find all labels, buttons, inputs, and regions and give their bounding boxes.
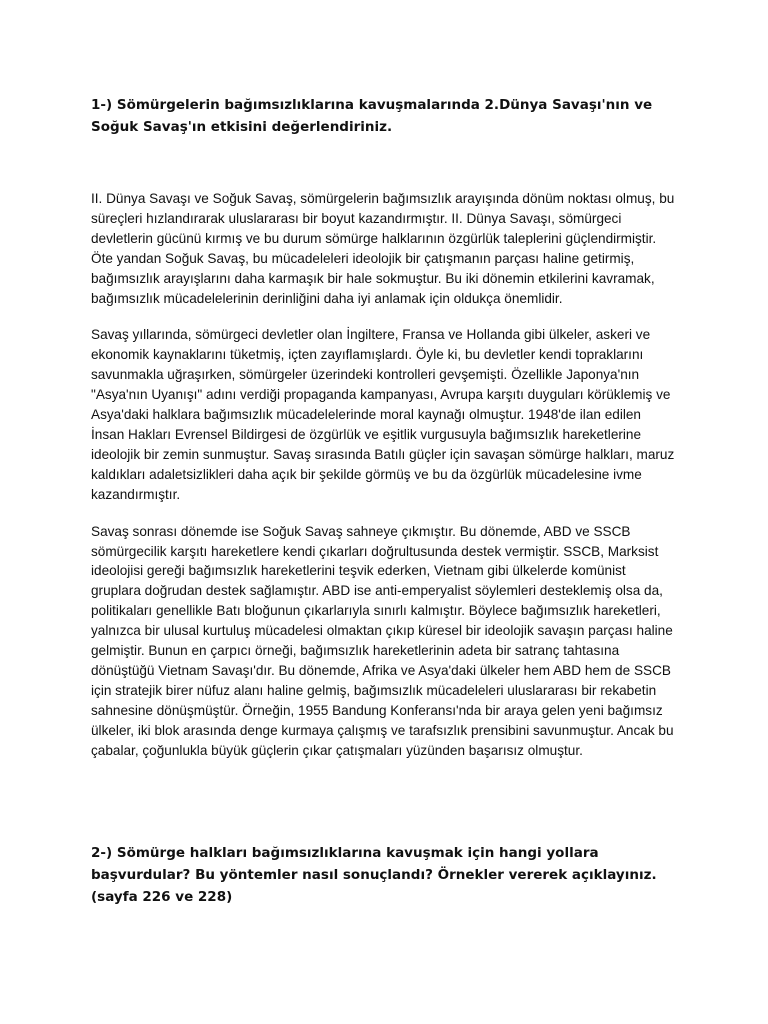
question-1-heading: 1-) Sömürgelerin bağımsızlıklarına kavuşmalarında 2.Dünya Savaşı'nın ve Soğuk Savaş'ın etkisini değerlendiriniz. — [91, 97, 653, 135]
answer-1-body — [91, 189, 676, 777]
question-2-heading: 2-) Sömürge halkları bağımsızlıklarına kavuşmak için hangi yollara başvurdular? Bu yöntemler nasıl sonuçlandı? Örnekler vererek açıklayınız. (sayfa 226 ve 228) — [91, 845, 657, 905]
answer-paragraph: II. Dünya Savaşı ve Soğuk Savaş, sömürgelerin bağımsızlık arayışında dönüm noktası olmuş, bu süreçleri hızlandırarak uluslararası bir boyut kazandırmıştır. II. Dünya Savaşı, sömürgeci devletlerin gücünü kırmış ve bu durum sömürge halklarının özgürlük taleplerini güçlendirmiştir. Öte yandan Soğuk Savaş, bu mücadeleleri ideolojik bir çatışmanın parçası haline getirmiş, bağımsızlık arayışlarını daha karmaşık bir hale sokmuştur. Bu iki dönemin etkilerini kavramak, bağımsızlık mücadelelerinin derinliğini daha iyi anlamak için oldukça önemlidir. — [91, 191, 675, 306]
answer-paragraph: Savaş sonrası dönemde ise Soğuk Savaş sahneye çıkmıştır. Bu dönemde, ABD ve SSCB sömürgecilik karşıtı hareketlere kendi çıkarları doğrultusunda destek vermiştir. SSCB, Marksist ideolojisi gereği bağımsızlık hareketlerini teşvik ederken, Vietnam gibi ülkelerde komünist gruplara doğrudan destek sağlamıştır. ABD ise anti-emperyalist söylemleri desteklemiş olsa da, politikaları genellikle Batı bloğunun çıkarlarıyla sınırlı kalmıştır. Böylece bağımsızlık hareketleri, yalnızca bir ulusal kurtuluş mücadelesi olmaktan çıkıp küresel bir ideolojik savaşın parçası haline gelmiştir. Bunun en çarpıcı örneği, bağımsızlık hareketlerinin adeta bir satranç tahtasına dönüştüğü Vietnam Savaşı'dır. Bu dönemde, Afrika ve Asya'daki ülkeler hem ABD hem de SSCB için stratejik birer nüfuz alanı haline gelmiş, bağımsızlık mücadeleleri uluslararası bir rekabetin sahnesine dönüşmüştür. Örneğin, 1955 Bandung Konferansı'nda bir araya gelen yeni bağımsız ülkeler, iki blok arasında denge kurmaya çalışmış ve tarafsızlık prensibini savunmuştur. Ancak bu çabalar, çoğunlukla büyük güçlerin çıkar çatışmaları yüzünden başarısız olmuştur. — [91, 523, 674, 758]
answer-paragraph: Savaş yıllarında, sömürgeci devletler olan İngiltere, Fransa ve Hollanda gibi ülkeler, askeri ve ekonomik kaynaklarını tüketmiş, içten zayıflamışlardı. Öyle ki, bu devletler kendi topraklarını savunmakla uğraşırken, sömürgeler üzerindeki kontrolleri gevşemişti. Özellikle Japonya'nın "Asya'nın Uyanışı" adını verdiği propaganda kampanyası, Avrupa karşıtı duyguları körüklemiş ve Asya'daki halklara bağımsızlık mücadelelerinde moral kaynağı olmuştur. 1948'de ilan edilen İnsan Hakları Evrensel Bildirgesi de özgürlük ve eşitlik vurgusuyla bağımsızlık hareketlerine ideolojik bir zemin sunmuştur. Savaş sırasında Batılı güçler için savaşan sömürge halkları, maruz kaldıkları adaletsizlikleri daha açık bir şekilde görmüş ve bu da özgürlük mücadelesine ivme kazandırmıştır. — [91, 327, 675, 502]
